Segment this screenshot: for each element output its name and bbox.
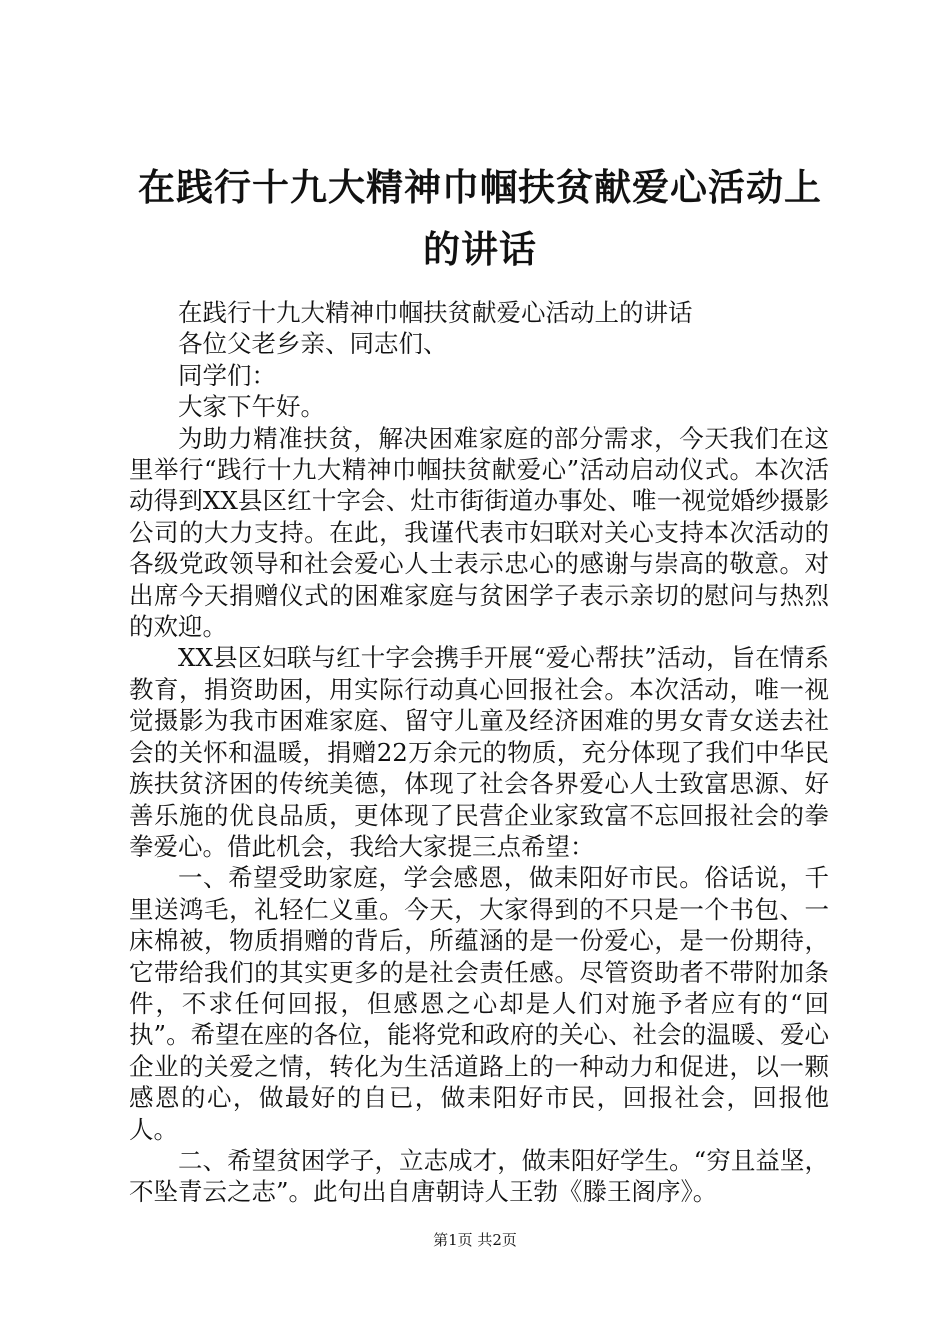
paragraph-salutation-students: 同学们： [178, 360, 276, 390]
paragraph-hope-two: 二、希望贫困学子，立志成才，做耒阳好学生。“穷且益坚，不坠青云之志”。此句出自唐朝诗人王勃《滕王阁序》。 [129, 1145, 829, 1207]
paragraph-repeat-title: 在践行十九大精神巾帼扶贫献爱心活动上的讲话 [178, 298, 693, 327]
paragraph-hope-one: 一、希望受助家庭，学会感恩，做耒阳好市民。俗话说，千里送鸿毛，礼轻仁义重。今天，大家得到的不只是一个书包、一床棉被，物质捐赠的背后，所蕴涵的是一份爱心，是一份期待，它带给我们的其实更多的是社会责任感。尽管资助者不带附加条件，不求任何回报，但感恩之心却是人们对施予者应有的“回执”。希望在座的各位，能将党和政府的关心、社会的温暖、爱心企业的关爱之情，转化为生活道路上的一种动力和促进，以一颗感恩的心，做最好的自已，做耒阳好市民，回报社会，回报他人。 [129, 863, 829, 1144]
document-body [129, 297, 829, 1208]
paragraph-greeting: 大家下午好。 [178, 392, 325, 422]
page-footer: 第1页 共2页 [433, 1231, 517, 1249]
paragraph-activity: XX县区妇联与红十字会携手开展“爱心帮扶”活动，旨在情系教育，捐资助困，用实际行动真心回报社会。本次活动，唯一视觉摄影为我市困难家庭、留守儿童及经济困难的男女青女送去社会的关怀和温暖，捐赠22万余元的物质，充分体现了我们中华民族扶贫济困的传统美德，体现了社会各界爱心人士致富思源、好善乐施的优良品质，更体现了民营企业家致富不忘回报社会的拳拳爱心。借此机会，我给大家提三点希望： [129, 643, 829, 861]
paragraph-salutation: 各位父老乡亲、同志们、 [178, 329, 448, 359]
document-title: 在践行十九大精神巾帼扶贫献爱心活动上的讲话 [138, 165, 822, 271]
paragraph-intro: 为助力精准扶贫，解决困难家庭的部分需求，今天我们在这里举行“践行十九大精神巾帼扶贫献爱心”活动启动仪式。本次活动得到XX县区红十字会、灶市街街道办事处、唯一视觉婚纱摄影公司的大力支持。在此，我谨代表市妇联对关心支持本次活动的各级党政领导和社会爱心人士表示忠心的感谢与崇高的敬意。对出席今天捐赠仪式的困难家庭与贫困学子表示亲切的慰问与热烈的欢迎。 [129, 423, 829, 642]
